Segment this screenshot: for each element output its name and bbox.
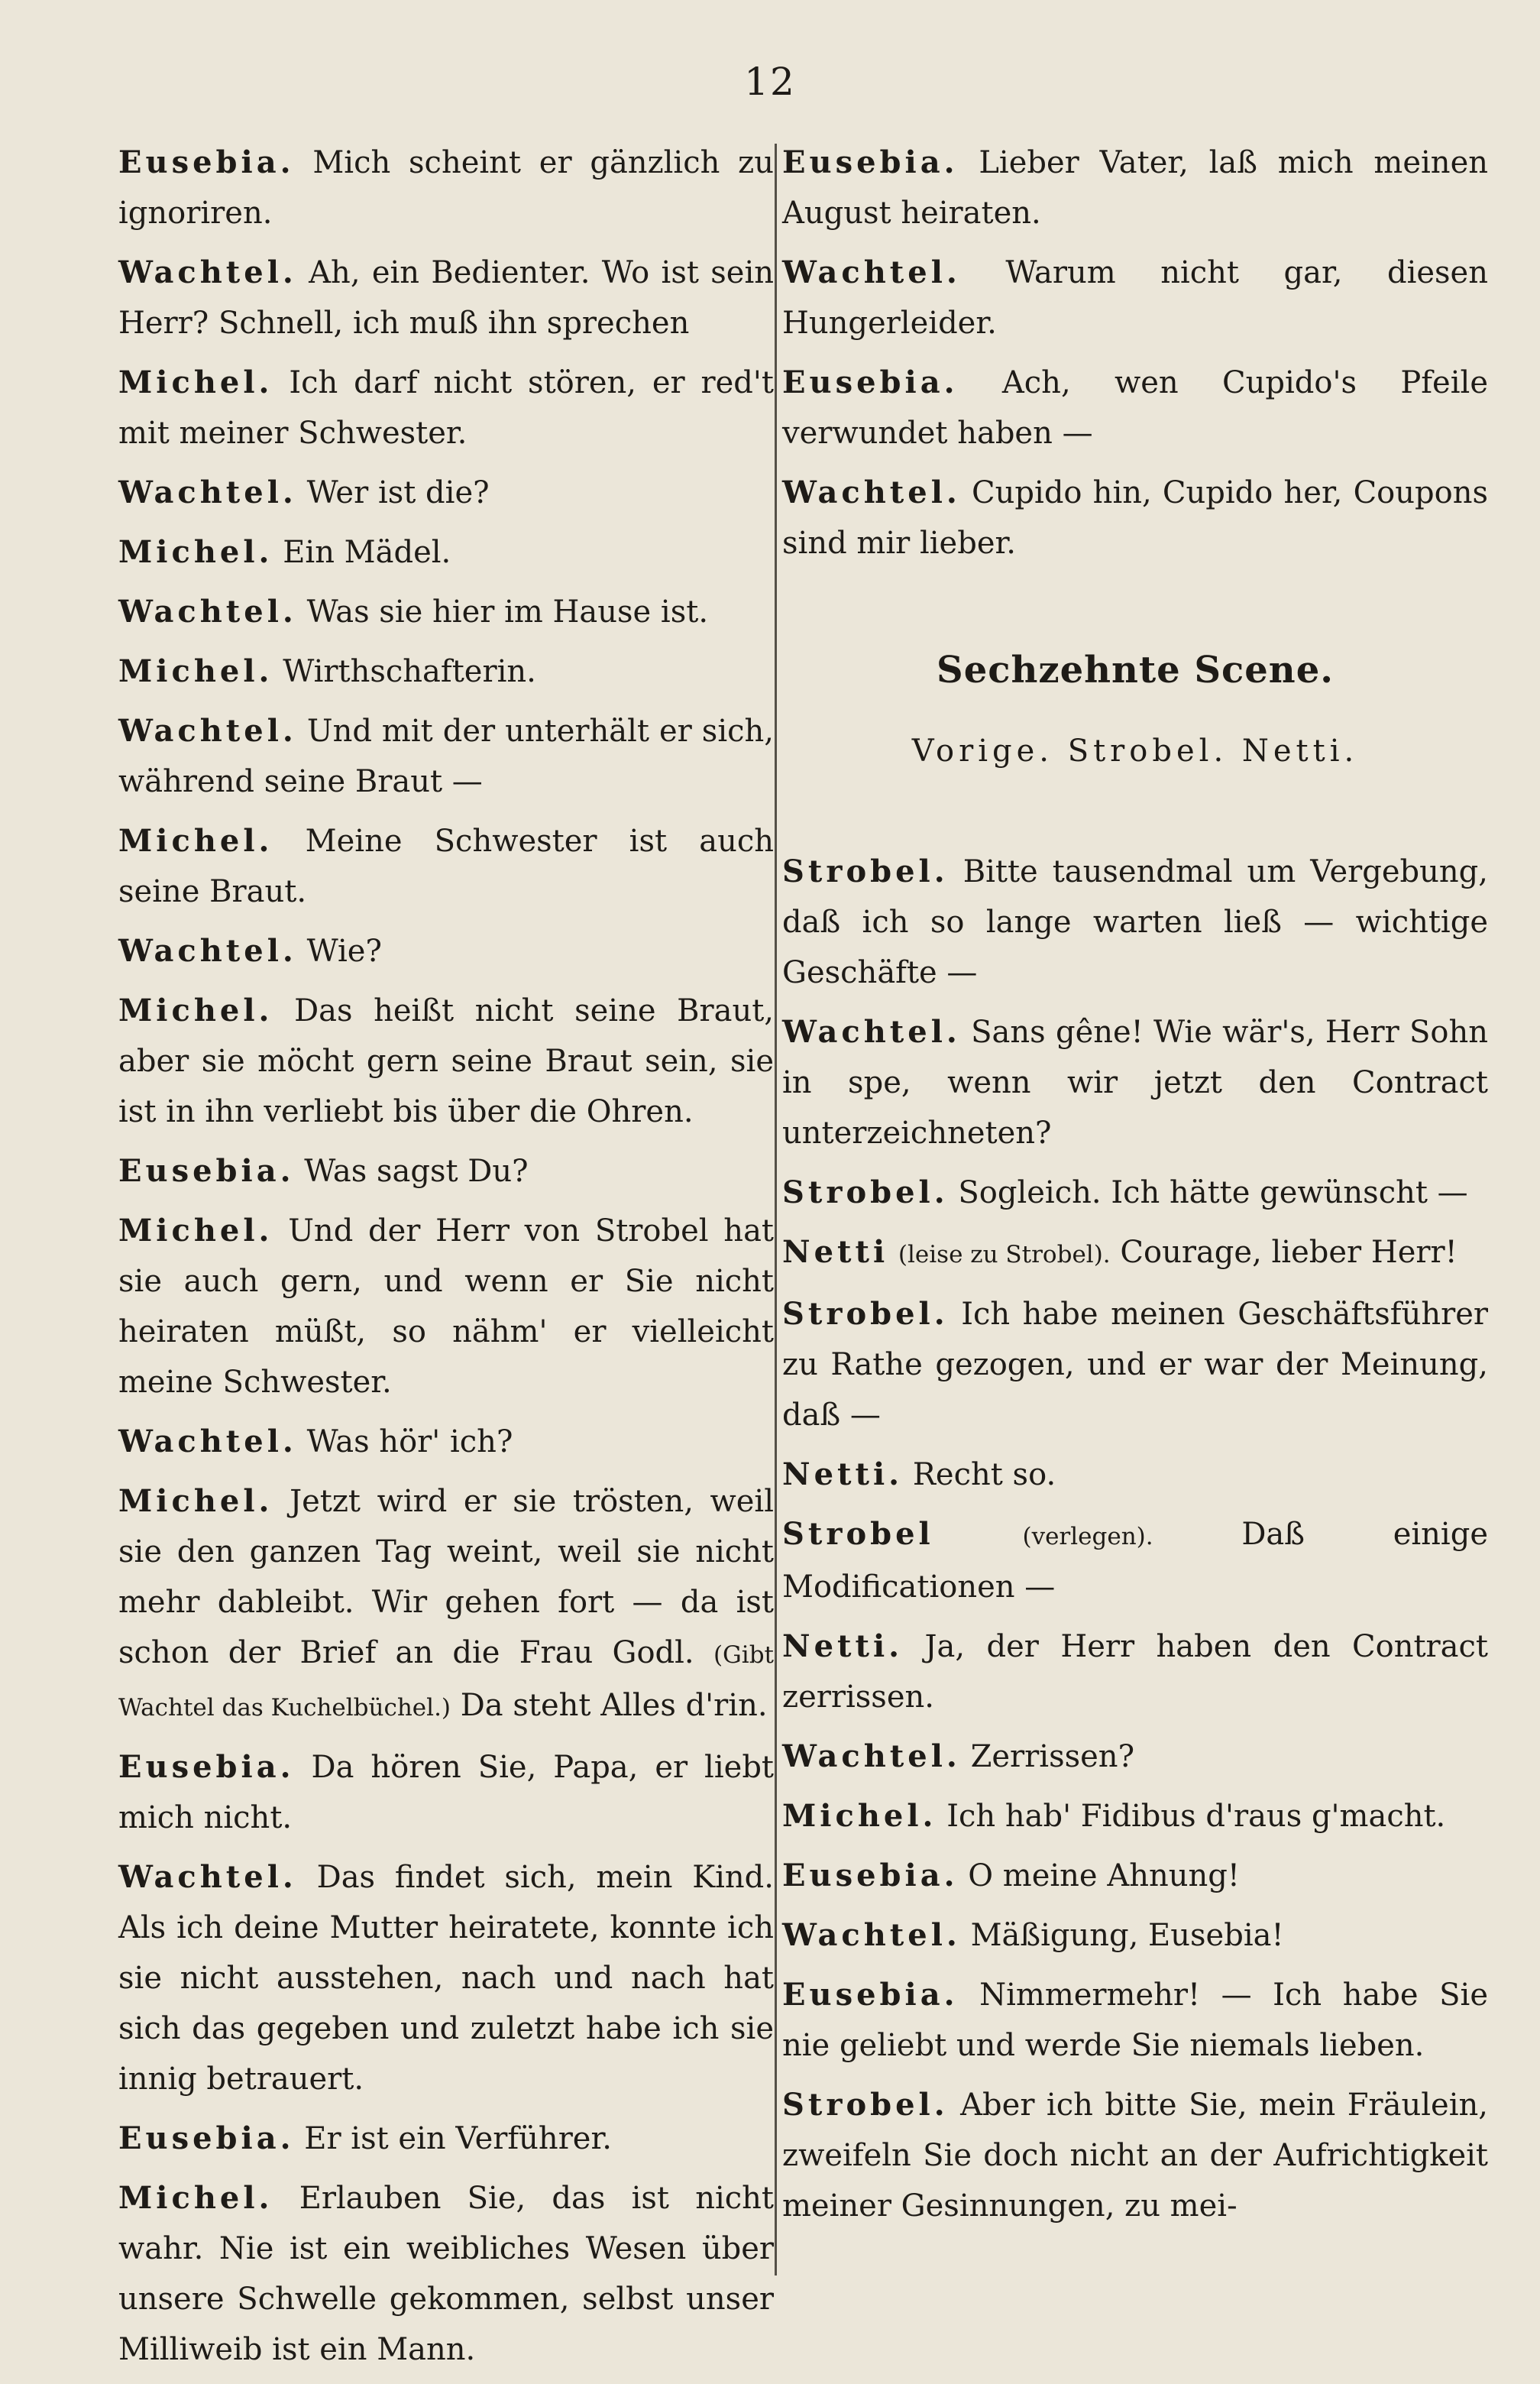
- speaker-name: Michel.: [118, 534, 273, 570]
- dialogue-line: [118, 1852, 774, 2104]
- speaker-name: Strobel: [782, 1516, 934, 1552]
- dialogue-text: Was sie hier im Hause ist.: [306, 594, 709, 630]
- scene-cast: Vorige. Strobel. Netti.: [911, 734, 1359, 769]
- dialogue-line: [118, 527, 774, 578]
- dialogue-line: [118, 248, 774, 348]
- speaker-name: Michel.: [782, 1798, 937, 1834]
- dialogue-line: [118, 138, 774, 238]
- dialogue-line: [782, 358, 1488, 458]
- dialogue-line: [782, 1791, 1488, 1841]
- dialogue-text: Ach, wen Cupido's Pfeile verwundet haben —: [782, 365, 1488, 451]
- right-column-dialogue-bottom: [782, 847, 1488, 2231]
- speaker-name: Wachtel.: [782, 254, 961, 290]
- dialogue-line: [782, 1851, 1488, 1901]
- dialogue-line: [118, 706, 774, 807]
- dialogue-line: [782, 847, 1488, 998]
- dialogue-text: Sans gêne! Wie wär's, Herr Sohn in spe, wenn wir jetzt den Contract unterzeichneten?: [782, 1015, 1488, 1151]
- page-number: 12: [744, 60, 796, 104]
- dialogue-text: Ein Mädel.: [283, 535, 451, 570]
- dialogue-text: Courage, lieber Herr!: [1120, 1235, 1458, 1270]
- dialogue-text: Cupido hin, Cupido her, Coupons sind mir lieber.: [782, 475, 1488, 561]
- dialogue-line: [118, 2173, 774, 2375]
- speaker-name: Strobel.: [782, 854, 949, 889]
- dialogue-text: Aber ich bitte Sie, mein Fräulein, zweifeln Sie doch nicht an der Aufrichtigkeit meiner Gesinnungen, zu mei-: [782, 2088, 1489, 2224]
- speaker-name: Strobel.: [782, 1296, 949, 1332]
- speaker-name: Eusebia.: [118, 1153, 295, 1189]
- speaker-name: Michel.: [118, 993, 273, 1028]
- speaker-name: Michel.: [118, 653, 273, 689]
- speaker-name: Wachtel.: [118, 1424, 297, 1459]
- dialogue-line: [118, 468, 774, 518]
- dialogue-text: Nimmermehr! — Ich habe Sie nie geliebt und werde Sie niemals lieben.: [782, 1977, 1488, 2063]
- dialogue-text: Ah, ein Bedienter. Wo ist sein Herr? Schnell, ich muß ihn sprechen: [118, 255, 774, 341]
- dialogue-line: [782, 1450, 1488, 1500]
- scene-heading: Sechzehnte Scene.: [937, 649, 1334, 692]
- speaker-name: Netti.: [782, 1628, 904, 1664]
- speaker-name: Michel.: [118, 823, 273, 859]
- dialogue-text: Recht so.: [912, 1457, 1056, 1492]
- speaker-name: Eusebia.: [782, 1977, 959, 2013]
- dialogue-text: Erlauben Sie, das ist nicht wahr. Nie ist ein weibliches Wesen über unsere Schwelle gekommen, selbst unser Milliweib ist ein Mann.: [118, 2181, 774, 2367]
- speaker-name: Michel.: [118, 364, 273, 400]
- dialogue-text: Daß einige Modificationen —: [782, 1517, 1489, 1605]
- dialogue-text: Ich darf nicht stören, er red't mit meiner Schwester.: [118, 365, 774, 451]
- dialogue-text: Sogleich. Ich hätte gewünscht —: [958, 1175, 1468, 1210]
- speaker-name: Wachtel.: [118, 594, 297, 630]
- speaker-name: Strobel.: [782, 1174, 949, 1210]
- speaker-name: Wachtel.: [118, 254, 297, 290]
- dialogue-line: [118, 816, 774, 917]
- dialogue-text: Und mit der unterhält er sich, während seine Braut —: [118, 714, 774, 799]
- dialogue-text: Mich scheint er gänzlich zu ignoriren.: [118, 145, 774, 231]
- speaker-name: Wachtel.: [782, 1014, 961, 1050]
- dialogue-line: [782, 468, 1488, 568]
- speaker-name: Eusebia.: [782, 144, 959, 180]
- dialogue-text: Wer ist die?: [306, 475, 490, 510]
- dialogue-line: [118, 1476, 774, 1733]
- dialogue-line: [782, 1970, 1488, 2071]
- dialogue-line: [782, 248, 1488, 348]
- dialogue-text: Und der Herr von Strobel hat sie auch gern, und wenn er Sie nicht heiraten müßt, so nähm' er vielleicht meine Schwester.: [118, 1213, 774, 1400]
- right-column-dialogue-top: [782, 138, 1488, 568]
- speaker-name: Michel.: [118, 1213, 273, 1249]
- dialogue-line: [118, 587, 774, 637]
- dialogue-line: [782, 1621, 1488, 1722]
- speaker-name: Wachtel.: [118, 1859, 297, 1895]
- stage-direction: (Gibt Wachtel das Kuchelbüchel.): [118, 1641, 775, 1722]
- speaker-name: Wachtel.: [782, 475, 961, 510]
- dialogue-line: [782, 1289, 1488, 1440]
- dialogue-line: [782, 1731, 1488, 1782]
- dialogue-line: [118, 986, 774, 1137]
- dialogue-text-continued: Da steht Alles d'rin.: [460, 1688, 768, 1723]
- speaker-name: Strobel.: [782, 2087, 949, 2123]
- dialogue-text: Ich hab' Fidibus d'raus g'macht.: [946, 1799, 1446, 1834]
- dialogue-text: Bitte tausendmal um Vergebung, daß ich so lange warten ließ — wichtige Geschäfte —: [782, 854, 1488, 990]
- dialogue-text: Das findet sich, mein Kind. Als ich deine Mutter heiratete, konnte ich sie nicht ausstehen, nach und nach hat sich das gegeben und zuletzt habe ich sie innig betrauert.: [118, 1860, 774, 2097]
- dialogue-line: [118, 1417, 774, 1467]
- speaker-name: Netti: [782, 1234, 889, 1270]
- dialogue-text: Ja, der Herr haben den Contract zerrissen.: [782, 1629, 1489, 1715]
- dialogue-line: [118, 1742, 774, 1843]
- dialogue-line: [118, 1146, 774, 1197]
- dialogue-text: Lieber Vater, laß mich meinen August heiraten.: [782, 145, 1489, 231]
- speaker-name: Eusebia.: [782, 364, 959, 400]
- dialogue-text: Ich habe meinen Geschäftsführer zu Rathe gezogen, und er war der Meinung, daß —: [782, 1297, 1488, 1433]
- speaker-name: Netti.: [782, 1456, 904, 1492]
- speaker-name: Wachtel.: [118, 475, 297, 510]
- dialogue-text: Er ist ein Verführer.: [304, 2121, 612, 2156]
- dialogue-text: Das heißt nicht seine Braut, aber sie möcht gern seine Braut sein, sie ist in ihn verliebt bis über die Ohren.: [118, 993, 774, 1129]
- dialogue-line: [782, 1007, 1488, 1158]
- dialogue-line: [118, 646, 774, 697]
- dialogue-text: Wirthschafterin.: [283, 654, 536, 689]
- dialogue-text: Mäßigung, Eusebia!: [970, 1918, 1284, 1953]
- dialogue-line: [782, 2080, 1488, 2231]
- stage-direction: (verlegen).: [1022, 1523, 1153, 1550]
- dialogue-text: O meine Ahnung!: [968, 1858, 1240, 1893]
- speaker-name: Wachtel.: [782, 1917, 961, 1953]
- speaker-name: Wachtel.: [118, 713, 297, 749]
- dialogue-line: [782, 1227, 1488, 1280]
- dialogue-line: [782, 1910, 1488, 1961]
- dialogue-line: [118, 1206, 774, 1407]
- dialogue-text: Da hören Sie, Papa, er liebt mich nicht.: [118, 1750, 774, 1835]
- dialogue-line: [118, 358, 774, 458]
- dialogue-text: Wie?: [306, 934, 382, 969]
- speaker-name: Eusebia.: [118, 1749, 295, 1785]
- right-column: [782, 138, 1488, 2240]
- stage-direction: (leise zu Strobel).: [898, 1241, 1111, 1268]
- speaker-name: Eusebia.: [118, 144, 295, 180]
- dialogue-text: Warum nicht gar, diesen Hungerleider.: [782, 255, 1488, 341]
- dialogue-text: Was sagst Du?: [304, 1154, 529, 1189]
- dialogue-text: Jetzt wird er sie trösten, weil sie den ganzen Tag weint, weil sie nicht mehr dableibt. Wir gehen fort — da ist schon der Brief an die Frau Godl.: [118, 1484, 774, 1670]
- dialogue-line: [118, 2114, 774, 2164]
- speaker-name: Michel.: [118, 1483, 273, 1519]
- speaker-name: Eusebia.: [782, 1858, 959, 1893]
- speaker-name: Eusebia.: [118, 2120, 295, 2156]
- dialogue-text: Was hör' ich?: [306, 1424, 513, 1459]
- dialogue-text: Zerrissen?: [970, 1739, 1135, 1774]
- speaker-name: Wachtel.: [782, 1738, 961, 1774]
- dialogue-text: Meine Schwester ist auch seine Braut.: [118, 824, 774, 909]
- dialogue-line: [782, 1168, 1488, 1218]
- dialogue-line: [782, 1509, 1488, 1612]
- left-column: [118, 138, 774, 2384]
- dialogue-line: [118, 926, 774, 977]
- dialogue-line: [782, 138, 1488, 238]
- speaker-name: Wachtel.: [118, 933, 297, 969]
- column-divider: [775, 144, 777, 2275]
- speaker-name: Michel.: [118, 2180, 273, 2216]
